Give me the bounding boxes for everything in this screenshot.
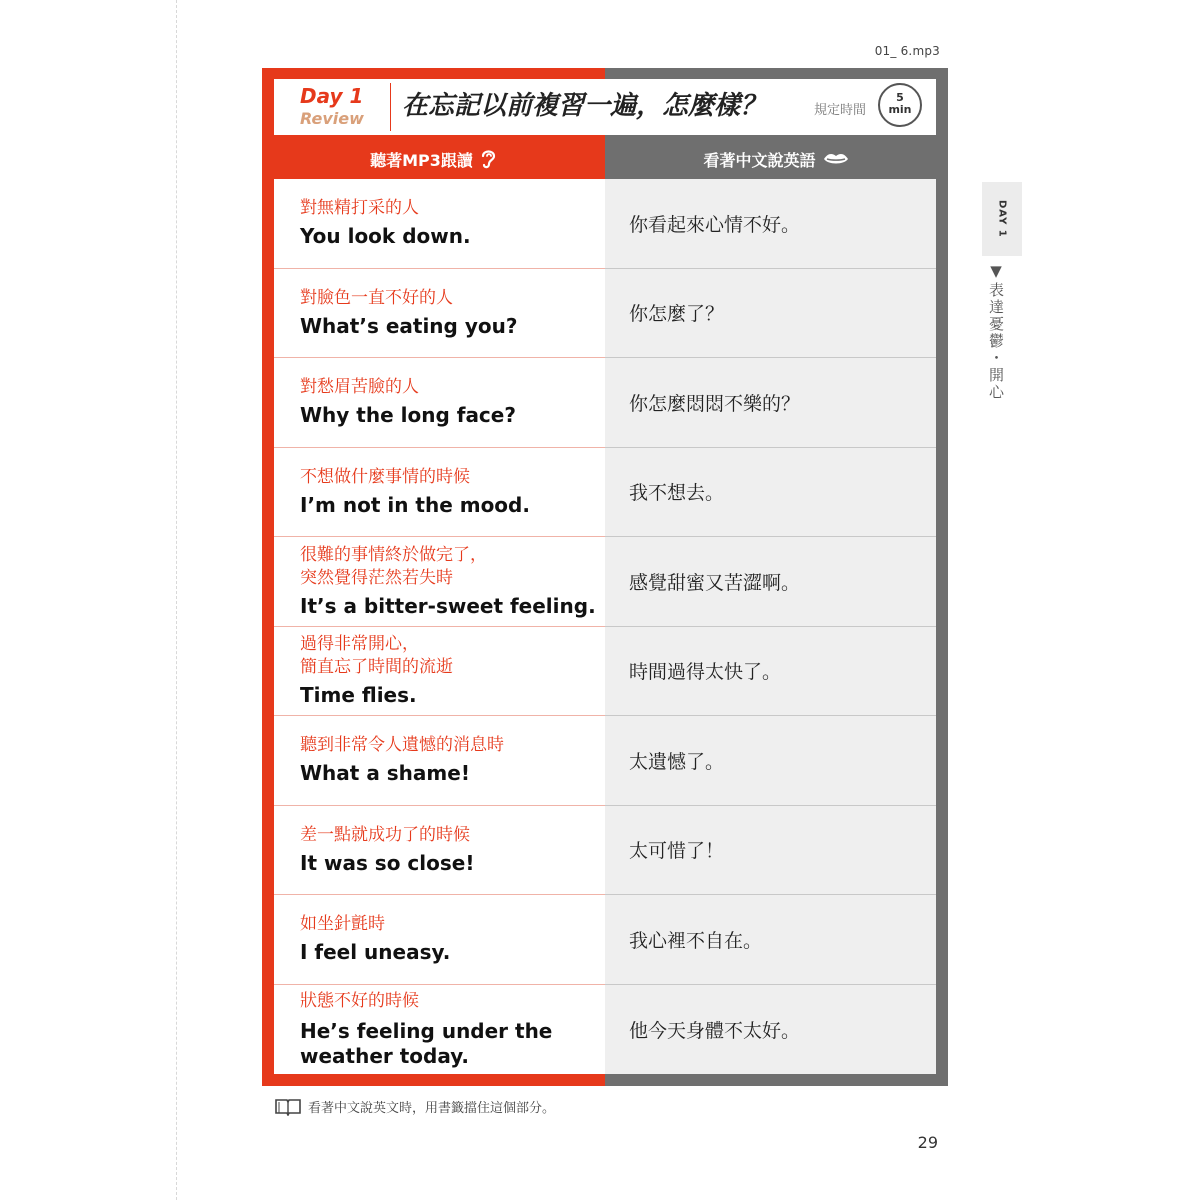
- situation-text: 對無精打采的人: [300, 198, 419, 219]
- translation-cell: [605, 627, 936, 717]
- footnote-text: 看著中文說英文時，用書籤擋住這個部分。: [308, 1101, 556, 1116]
- english-phrase: I feel uneasy.: [300, 940, 451, 965]
- review-frame: [262, 68, 948, 1086]
- translation-cell: [605, 895, 936, 985]
- table-row: [274, 627, 936, 717]
- chinese-translation: 我不想去。: [629, 482, 725, 505]
- table-row: [274, 358, 936, 448]
- translation-cell: [605, 269, 936, 359]
- table-row: [274, 806, 936, 896]
- chinese-translation: 太可惜了！: [629, 840, 725, 863]
- english-phrase: He’s feeling under the: [300, 1018, 553, 1043]
- phrase-cell: [274, 985, 605, 1075]
- situation-text: 狀態不好的時候: [300, 990, 419, 1011]
- table-row: [274, 895, 936, 985]
- english-phrase: weather today.: [300, 1043, 470, 1068]
- chinese-translation: 時間過得太快了。: [629, 661, 782, 684]
- phrase-cell: [274, 448, 605, 538]
- table-row: [274, 448, 936, 538]
- phrase-cell: [274, 179, 605, 269]
- time-limit-label: 規定時間: [814, 103, 867, 118]
- table-row: [274, 537, 936, 627]
- column-header-speak: [605, 146, 948, 172]
- timer-icon: [878, 83, 922, 127]
- phrase-cell: [274, 716, 605, 806]
- situation-text: 很難的事情終於做完了，: [300, 544, 487, 565]
- phrase-table: [274, 179, 936, 1074]
- page-number: 29: [917, 1133, 938, 1152]
- english-phrase: What’s eating you?: [300, 313, 518, 338]
- audio-file-label: 01_ 6.mp3: [874, 44, 940, 58]
- chinese-translation: 感覺甜蜜又苦澀啊。: [629, 571, 801, 594]
- chinese-translation: 你怎麼了？: [629, 303, 725, 326]
- table-row: [274, 179, 936, 269]
- situation-text: 過得非常開心，: [300, 634, 419, 655]
- review-label: Review: [300, 109, 364, 128]
- chinese-translation: 你看起來心情不好。: [629, 213, 801, 236]
- translation-cell: [605, 179, 936, 269]
- situation-text: 對愁眉苦臉的人: [300, 377, 419, 398]
- phrase-cell: [274, 358, 605, 448]
- situation-text: 突然覺得茫然若失時: [300, 567, 453, 588]
- situation-text: 不想做什麼事情的時候: [300, 466, 470, 487]
- translation-cell: [605, 448, 936, 538]
- phrase-cell: [274, 806, 605, 896]
- english-phrase: You look down.: [300, 224, 471, 249]
- situation-text: 如坐針氈時: [300, 914, 385, 935]
- english-phrase: It’s a bitter-sweet feeling.: [300, 593, 596, 618]
- header-box: [274, 79, 936, 135]
- phrase-cell: [274, 537, 605, 627]
- english-phrase: Time flies.: [300, 683, 417, 708]
- chinese-translation: 太遺憾了。: [629, 750, 725, 773]
- english-phrase: What a shame!: [300, 761, 470, 786]
- ear-icon: [479, 147, 497, 171]
- side-tab-label: DAY 1: [996, 200, 1008, 238]
- situation-text: 對臉色一直不好的人: [300, 287, 453, 308]
- situation-text: 聽到非常令人遺憾的消息時: [300, 735, 504, 756]
- timer-unit: min: [888, 103, 912, 116]
- chinese-translation: 你怎麼悶悶不樂的？: [629, 392, 801, 415]
- column-header-listen-label: 聽著MP3跟讀: [370, 150, 473, 170]
- column-header-listen: [262, 146, 605, 172]
- situation-text: 簡直忘了時間的流逝: [300, 657, 453, 678]
- translation-cell: [605, 806, 936, 896]
- table-row: [274, 269, 936, 359]
- phrase-cell: [274, 627, 605, 717]
- book-icon: [274, 1098, 302, 1116]
- english-phrase: I’m not in the mood.: [300, 492, 530, 517]
- side-chapter-label: ▼表達憂鬱・開心: [987, 262, 1005, 401]
- header-divider: [390, 83, 391, 131]
- chinese-translation: 他今天身體不太好。: [629, 1019, 801, 1042]
- side-tab: [982, 182, 1022, 256]
- table-row: [274, 985, 936, 1075]
- translation-cell: [605, 985, 936, 1075]
- table-row: [274, 716, 936, 806]
- translation-cell: [605, 358, 936, 448]
- phrase-cell: [274, 895, 605, 985]
- day-label: Day 1: [300, 84, 364, 108]
- english-phrase: It was so close!: [300, 850, 475, 875]
- translation-cell: [605, 716, 936, 806]
- page-edge-dashed-line: [176, 0, 177, 1200]
- chinese-translation: 我心裡不自在。: [629, 929, 763, 952]
- phrase-cell: [274, 269, 605, 359]
- footnote: [274, 1097, 555, 1116]
- translation-cell: [605, 537, 936, 627]
- lips-icon: [822, 151, 850, 167]
- timer-number: 5: [896, 91, 904, 104]
- situation-text: 差一點就成功了的時候: [300, 824, 470, 845]
- page-title: 在忘記以前複習一遍，怎麼樣？: [402, 91, 767, 121]
- english-phrase: Why the long face?: [300, 403, 516, 428]
- column-header-speak-label: 看著中文說英語: [703, 150, 816, 170]
